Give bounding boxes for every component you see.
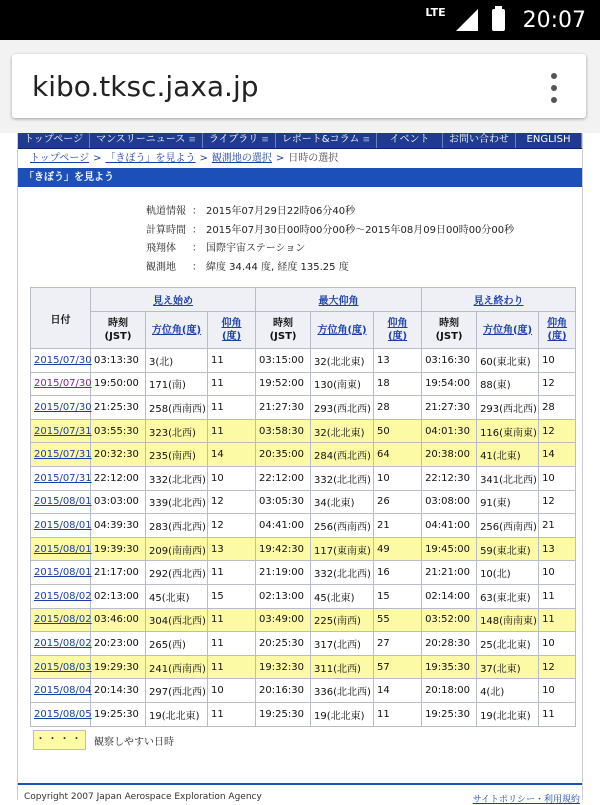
max-azimuth-cell: 225(南西): [311, 608, 374, 632]
info-row: [146, 203, 582, 222]
nav-item[interactable]: [203, 133, 276, 148]
start-time-cell: 19:39:30: [91, 537, 146, 561]
end-time-cell: 19:35:30: [422, 655, 477, 679]
legend: [33, 730, 174, 750]
max-azimuth-cell: 311(北西): [311, 655, 374, 679]
date-cell: [31, 608, 91, 632]
azimuth-sort-link[interactable]: 方位角(度): [482, 324, 533, 336]
end-time-cell: 19:25:30: [422, 702, 477, 726]
table-row: [31, 561, 576, 585]
table-row: [31, 443, 576, 467]
nav-item-label: イベント: [389, 134, 430, 145]
start-header-link[interactable]: 見え始め: [153, 296, 194, 307]
end-elevation-cell: 10: [539, 349, 576, 373]
date-cell: [31, 372, 91, 396]
start-azimuth-cell: 235(南西): [146, 443, 208, 467]
date-link[interactable]: 2015/08/01: [34, 543, 92, 555]
start-azimuth-cell: 339(北北西): [146, 490, 208, 514]
start-time-cell: 03:55:30: [91, 419, 146, 443]
max-azimuth-cell: 34(北東): [311, 490, 374, 514]
start-elevation-cell: 11: [208, 632, 256, 656]
date-link[interactable]: 2015/07/31: [34, 425, 92, 437]
start-azimuth-cell: 171(南): [146, 372, 208, 396]
date-cell: [31, 537, 91, 561]
end-elevation-cell: 12: [539, 490, 576, 514]
max-time-cell: 19:42:30: [256, 537, 311, 561]
start-time-cell: 03:46:00: [91, 608, 146, 632]
azimuth-header: [311, 312, 374, 349]
elevation-header: [208, 312, 256, 349]
copyright: Copyright 2007 Japan Aerospace Exploration Agency: [24, 792, 262, 802]
start-azimuth-cell: 332(北北西): [146, 466, 208, 490]
time-header: [422, 312, 477, 349]
end-time-cell: 03:52:00: [422, 608, 477, 632]
start-azimuth-cell: 209(南南西): [146, 537, 208, 561]
date-link[interactable]: 2015/08/02: [34, 590, 92, 602]
url-bar[interactable]: [12, 54, 586, 118]
start-time-cell: 03:13:30: [91, 349, 146, 373]
max-azimuth-cell: 45(北東): [311, 584, 374, 608]
start-elevation-cell: 10: [208, 466, 256, 490]
footer-divider: [18, 783, 582, 785]
elevation-sort-link-line1[interactable]: 仰角: [387, 318, 408, 329]
end-azimuth-cell: 41(北東): [477, 443, 539, 467]
info-row: [146, 222, 582, 241]
nav-item-label: ライブラリ: [208, 134, 259, 145]
start-elevation-cell: 11: [208, 561, 256, 585]
table-row: [31, 514, 576, 538]
start-elevation-cell: 15: [208, 584, 256, 608]
nav-item[interactable]: [276, 133, 377, 148]
nav-item-label: トップページ: [24, 134, 84, 145]
start-time-cell: 04:39:30: [91, 514, 146, 538]
end-azimuth-cell: 60(東北東): [477, 349, 539, 373]
status-bar: [0, 0, 600, 40]
date-cell: [31, 443, 91, 467]
max-azimuth-cell: 336(北北西): [311, 679, 374, 703]
table-row: [31, 419, 576, 443]
nav-item-label: お問い合わせ: [449, 134, 510, 145]
max-time-cell: 03:58:30: [256, 419, 311, 443]
end-time-cell: 21:21:00: [422, 561, 477, 585]
end-elevation-cell: 14: [539, 443, 576, 467]
info-value: 2015年07月30日00時00分00秒～2015年08月09日00時00分00秒: [206, 224, 515, 236]
nav-item[interactable]: [18, 133, 90, 148]
site-policy-link[interactable]: サイトポリシー・利用規約: [472, 795, 580, 805]
end-time-cell: 03:08:00: [422, 490, 477, 514]
max-elevation-cell: 26: [374, 490, 422, 514]
start-azimuth-cell: 304(西北西): [146, 608, 208, 632]
end-azimuth-cell: 4(北): [477, 679, 539, 703]
table-row: [31, 396, 576, 420]
azimuth-sort-link[interactable]: 方位角(度): [317, 324, 367, 336]
end-azimuth-cell: 116(東南東): [477, 419, 539, 443]
max-azimuth-cell: 32(北北東): [311, 349, 374, 373]
start-azimuth-cell: 265(西): [146, 632, 208, 656]
max-time-cell: 22:12:00: [256, 466, 311, 490]
max-time-cell: 04:41:00: [256, 514, 311, 538]
start-azimuth-cell: 241(西南西): [146, 655, 208, 679]
time-header-line1: 時刻: [108, 318, 128, 329]
end-azimuth-cell: 10(北): [477, 561, 539, 585]
group-header-end: [422, 288, 576, 312]
max-elevation-cell: 55: [374, 608, 422, 632]
network-type: LTE: [425, 5, 446, 19]
date-link[interactable]: 2015/08/03: [34, 661, 92, 673]
breadcrumb-current: 日時の選択: [288, 153, 339, 164]
info-sep: ：: [192, 261, 202, 273]
start-time-cell: 20:23:00: [91, 632, 146, 656]
start-azimuth-cell: 45(北東): [146, 584, 208, 608]
start-elevation-cell: 11: [208, 419, 256, 443]
pass-table: [30, 287, 576, 727]
end-elevation-cell: 13: [539, 537, 576, 561]
date-link[interactable]: 2015/08/01: [34, 519, 92, 531]
max-time-cell: 20:16:30: [256, 679, 311, 703]
date-link[interactable]: 2015/07/30: [34, 354, 92, 366]
end-azimuth-cell: 25(北北東): [477, 632, 539, 656]
table-row: [31, 349, 576, 373]
max-elevation-cell: 64: [374, 443, 422, 467]
max-time-cell: 03:05:30: [256, 490, 311, 514]
web-page: [0, 133, 600, 805]
start-elevation-cell: 11: [208, 349, 256, 373]
start-time-cell: 22:12:00: [91, 466, 146, 490]
start-time-cell: 19:29:30: [91, 655, 146, 679]
date-link[interactable]: 2015/08/05: [34, 708, 92, 720]
group-header-max: [256, 288, 422, 312]
start-elevation-cell: 12: [208, 514, 256, 538]
start-elevation-cell: 11: [208, 702, 256, 726]
end-elevation-cell: 11: [539, 702, 576, 726]
end-time-cell: 04:01:30: [422, 419, 477, 443]
start-time-cell: 20:14:30: [91, 679, 146, 703]
table-row: [31, 702, 576, 726]
elevation-header: [539, 312, 576, 349]
table-row: [31, 632, 576, 656]
info-sep: ：: [192, 243, 202, 254]
legend-swatch: ・・・・: [33, 730, 86, 750]
info-sep: ：: [192, 224, 202, 236]
table-row: [31, 679, 576, 703]
start-time-cell: 21:25:30: [91, 396, 146, 420]
start-azimuth-cell: 292(西北西): [146, 561, 208, 585]
end-elevation-cell: 11: [539, 608, 576, 632]
start-time-cell: 19:50:00: [91, 372, 146, 396]
max-elevation-cell: 57: [374, 655, 422, 679]
end-elevation-cell: 10: [539, 561, 576, 585]
date-link[interactable]: 2015/08/01: [34, 496, 92, 508]
table-row: [31, 608, 576, 632]
breadcrumb: [18, 149, 582, 168]
info-value: 緯度 34.44 度, 経度 135.25 度: [206, 261, 349, 273]
end-azimuth-cell: 63(東北東): [477, 584, 539, 608]
date-link[interactable]: 2015/07/30: [34, 401, 92, 413]
max-elevation-cell: 10: [374, 466, 422, 490]
max-time-cell: 20:35:00: [256, 443, 311, 467]
end-azimuth-cell: 91(東): [477, 490, 539, 514]
battery-icon: [492, 9, 505, 31]
elevation-sort-link-line1[interactable]: 仰角: [547, 318, 568, 329]
breadcrumb-separator: >: [199, 153, 208, 164]
start-elevation-cell: 13: [208, 537, 256, 561]
date-link[interactable]: 2015/08/01: [34, 567, 92, 579]
date-link[interactable]: 2015/08/02: [34, 614, 92, 626]
max-time-cell: 03:15:00: [256, 349, 311, 373]
date-cell: [31, 349, 91, 373]
azimuth-sort-link[interactable]: 方位角(度): [151, 324, 202, 336]
start-time-cell: 20:32:30: [91, 443, 146, 467]
max-elevation-cell: 15: [374, 584, 422, 608]
info-label: 観測地: [146, 261, 176, 273]
start-time-cell: 21:17:00: [91, 561, 146, 585]
max-elevation-cell: 18: [374, 372, 422, 396]
global-nav: [18, 133, 582, 149]
max-time-cell: 03:49:00: [256, 608, 311, 632]
nav-item[interactable]: [377, 133, 443, 148]
end-time-cell: 20:28:30: [422, 632, 477, 656]
max-azimuth-cell: 130(南東): [311, 372, 374, 396]
date-cell: [31, 702, 91, 726]
more-options-icon[interactable]: [550, 73, 558, 103]
menu-icon: ≡: [261, 135, 269, 145]
breadcrumb-link[interactable]: トップページ: [30, 153, 90, 164]
end-time-cell: 02:14:00: [422, 584, 477, 608]
table-row: [31, 372, 576, 396]
end-azimuth-cell: 293(西北西): [477, 396, 539, 420]
clock: 20:07: [522, 7, 586, 33]
nav-item-label: マンスリーニュース: [96, 134, 186, 145]
end-time-cell: 20:38:00: [422, 443, 477, 467]
max-elevation-cell: 28: [374, 396, 422, 420]
start-azimuth-cell: 323(北西): [146, 419, 208, 443]
max-azimuth-cell: 19(北北東): [311, 702, 374, 726]
max-header-link[interactable]: 最大仰角: [318, 296, 359, 307]
breadcrumb-link[interactable]: 観測地の選択: [211, 153, 272, 164]
breadcrumb-separator: >: [93, 153, 102, 164]
date-cell: [31, 466, 91, 490]
end-time-cell: 21:27:30: [422, 396, 477, 420]
date-link[interactable]: 2015/07/31: [34, 449, 92, 461]
table-row: [31, 537, 576, 561]
date-cell: [31, 561, 91, 585]
max-elevation-cell: 13: [374, 349, 422, 373]
date-header: 日付: [31, 288, 91, 349]
end-elevation-cell: 21: [539, 514, 576, 538]
max-elevation-cell: 49: [374, 537, 422, 561]
info-value: 国際宇宙ステーション: [206, 243, 306, 254]
date-link[interactable]: 2015/07/30: [34, 378, 92, 390]
date-cell: [31, 419, 91, 443]
end-elevation-cell: 12: [539, 372, 576, 396]
azimuth-header: [477, 312, 539, 349]
nav-item-label: レポート&コラム: [281, 134, 360, 145]
nav-item[interactable]: [443, 133, 516, 148]
elevation-header: [374, 312, 422, 349]
end-elevation-cell: 11: [539, 584, 576, 608]
max-azimuth-cell: 332(北北西): [311, 561, 374, 585]
max-azimuth-cell: 117(東南東): [311, 537, 374, 561]
end-elevation-cell: 10: [539, 679, 576, 703]
observation-info: [146, 203, 582, 277]
start-elevation-cell: 12: [208, 490, 256, 514]
date-cell: [31, 396, 91, 420]
max-elevation-cell: 50: [374, 419, 422, 443]
end-time-cell: 04:41:00: [422, 514, 477, 538]
start-elevation-cell: 11: [208, 655, 256, 679]
azimuth-header: [146, 312, 208, 349]
table-row: [31, 655, 576, 679]
max-elevation-cell: 27: [374, 632, 422, 656]
max-azimuth-cell: 256(西南西): [311, 514, 374, 538]
max-elevation-cell: 21: [374, 514, 422, 538]
footer: [24, 792, 580, 805]
end-header-link[interactable]: 見え終わり: [473, 296, 524, 307]
start-azimuth-cell: 19(北北東): [146, 702, 208, 726]
breadcrumb-link[interactable]: 「きぼう」を見よう: [105, 153, 196, 164]
end-elevation-cell: 10: [539, 466, 576, 490]
elevation-sort-link-line2[interactable]: (度): [221, 331, 242, 342]
max-time-cell: 19:52:00: [256, 372, 311, 396]
end-elevation-cell: 12: [539, 655, 576, 679]
end-elevation-cell: 12: [539, 419, 576, 443]
section-title: 「きぼう」を見よう: [18, 168, 582, 187]
time-header: [256, 312, 311, 349]
info-label: 飛翔体: [146, 243, 176, 254]
start-time-cell: 02:13:00: [91, 584, 146, 608]
max-azimuth-cell: 332(北北西): [311, 466, 374, 490]
max-elevation-cell: 11: [374, 702, 422, 726]
end-azimuth-cell: 88(東): [477, 372, 539, 396]
elevation-sort-link-line2[interactable]: (度): [547, 331, 567, 342]
date-cell: [31, 584, 91, 608]
menu-icon: ≡: [362, 135, 371, 145]
max-azimuth-cell: 293(西北西): [311, 396, 374, 420]
time-header-line2: (JST): [104, 331, 132, 342]
end-azimuth-cell: 341(北北西): [477, 466, 539, 490]
legend-label: 観察しやすい日時: [94, 736, 174, 748]
end-elevation-cell: 28: [539, 396, 576, 420]
start-azimuth-cell: 3(北): [146, 349, 208, 373]
info-value: 2015年07月29日22時06分40秒: [206, 206, 356, 217]
max-time-cell: 21:19:00: [256, 561, 311, 585]
end-azimuth-cell: 59(東北東): [477, 537, 539, 561]
info-sep: ：: [192, 206, 202, 217]
elevation-sort-link-line2[interactable]: (度): [387, 331, 408, 342]
page-content: [17, 133, 583, 805]
info-row: [146, 259, 582, 278]
end-time-cell: 19:45:00: [422, 537, 477, 561]
max-azimuth-cell: 317(北西): [311, 632, 374, 656]
end-azimuth-cell: 148(南南東): [477, 608, 539, 632]
date-cell: [31, 679, 91, 703]
date-link[interactable]: 2015/08/02: [34, 637, 92, 649]
table-row: [31, 466, 576, 490]
date-cell: [31, 632, 91, 656]
end-time-cell: 03:16:30: [422, 349, 477, 373]
date-link[interactable]: 2015/07/31: [34, 472, 92, 484]
browser-toolbar: [0, 40, 600, 133]
max-time-cell: 19:25:30: [256, 702, 311, 726]
max-azimuth-cell: 32(北北東): [311, 419, 374, 443]
start-time-cell: 03:03:00: [91, 490, 146, 514]
time-header-line1: 時刻: [439, 318, 460, 329]
end-time-cell: 20:18:00: [422, 679, 477, 703]
group-header-start: [91, 288, 256, 312]
nav-item[interactable]: [516, 133, 582, 148]
max-time-cell: 20:25:30: [256, 632, 311, 656]
elevation-sort-link-line1[interactable]: 仰角: [221, 318, 242, 329]
table-row: [31, 490, 576, 514]
start-azimuth-cell: 258(西南西): [146, 396, 208, 420]
end-time-cell: 22:12:30: [422, 466, 477, 490]
max-time-cell: 19:32:30: [256, 655, 311, 679]
end-elevation-cell: 10: [539, 632, 576, 656]
end-azimuth-cell: 19(北北東): [477, 702, 539, 726]
info-label: 計算時間: [146, 224, 186, 236]
breadcrumb-separator: >: [275, 153, 285, 164]
start-elevation-cell: 14: [208, 443, 256, 467]
time-header-line2: (JST): [269, 331, 297, 342]
date-link[interactable]: 2015/08/04: [34, 685, 92, 697]
nav-item-label: ENGLISH: [526, 134, 571, 145]
start-azimuth-cell: 283(西北西): [146, 514, 208, 538]
max-time-cell: 21:27:30: [256, 396, 311, 420]
time-header-line1: 時刻: [273, 318, 294, 329]
end-time-cell: 19:54:00: [422, 372, 477, 396]
start-elevation-cell: 11: [208, 372, 256, 396]
max-time-cell: 02:13:00: [256, 584, 311, 608]
date-cell: [31, 514, 91, 538]
max-elevation-cell: 14: [374, 679, 422, 703]
info-label: 軌道情報: [146, 206, 186, 217]
info-row: [146, 240, 582, 259]
start-azimuth-cell: 297(西北西): [146, 679, 208, 703]
signal-icon: [456, 9, 478, 31]
start-elevation-cell: 11: [208, 608, 256, 632]
start-time-cell: 19:25:30: [91, 702, 146, 726]
nav-item[interactable]: [90, 133, 203, 148]
table-row: [31, 584, 576, 608]
date-cell: [31, 490, 91, 514]
url-text: kibo.tksc.jaxa.jp: [32, 69, 259, 103]
end-azimuth-cell: 256(西南西): [477, 514, 539, 538]
end-azimuth-cell: 37(北東): [477, 655, 539, 679]
menu-icon: ≡: [188, 135, 196, 145]
max-azimuth-cell: 284(西北西): [311, 443, 374, 467]
date-cell: [31, 655, 91, 679]
start-elevation-cell: 10: [208, 679, 256, 703]
time-header: [91, 312, 146, 349]
start-elevation-cell: 11: [208, 396, 256, 420]
max-elevation-cell: 16: [374, 561, 422, 585]
time-header-line2: (JST): [435, 331, 463, 342]
